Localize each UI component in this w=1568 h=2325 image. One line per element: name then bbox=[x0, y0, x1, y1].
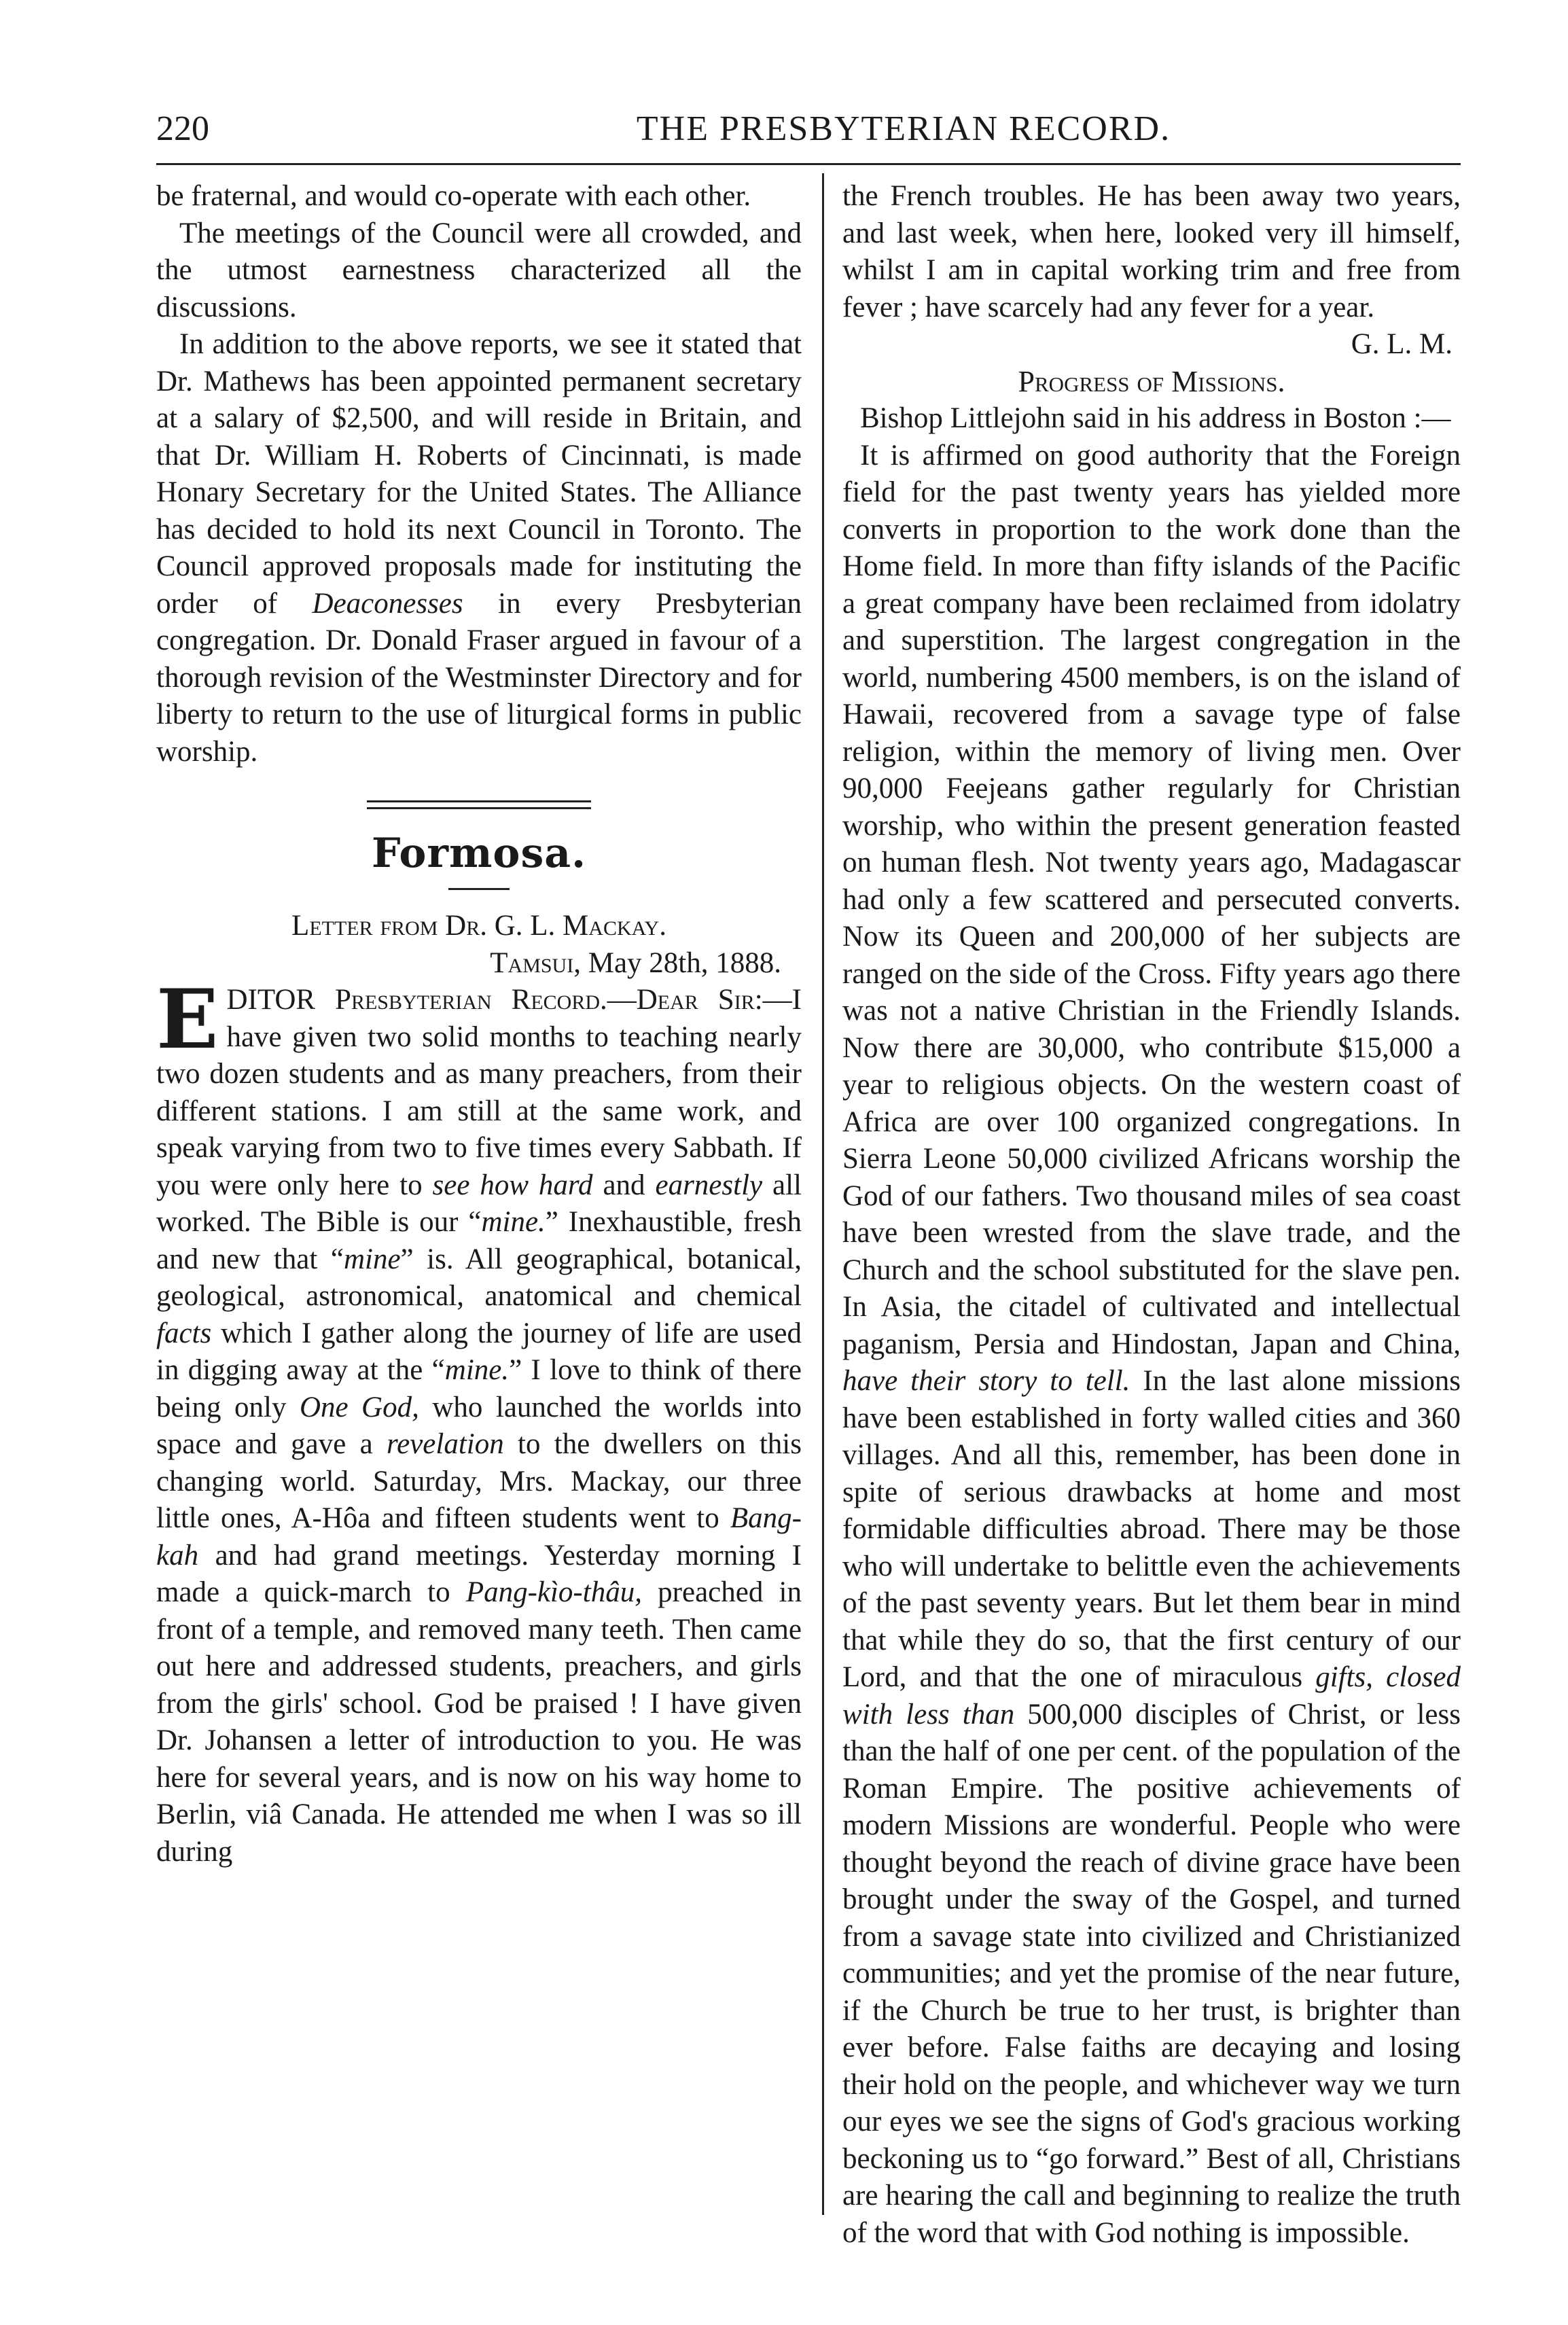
reports-text-italic: Deaconesses bbox=[312, 587, 463, 620]
letter-segment-italic: mine bbox=[343, 1243, 401, 1275]
right-column bbox=[842, 178, 1461, 2252]
missions-text-b: In the last alone missions have been established in forty walled cities and 360 villages. And all this, remember, has been done in spite of serious drawbacks at home and most formidable difficulties abroad. There may be those who will undertake to belittle even the achievements of the past seventy years. But let them bear in mind that while they do so, that the first century of our Lord, and that the one of miraculous bbox=[842, 1365, 1461, 1693]
letter-segment-italic: Bang-kah bbox=[156, 1502, 802, 1572]
section-title-formosa: Formosa. bbox=[372, 830, 586, 877]
missions-text-italic: gifts, closed with less than bbox=[842, 1661, 1461, 1731]
letter-segment: —I have given two solid months to teaching nearly two dozen students and as many preachers, from their different stations. I am still at the same work, and speak varying from two to five times every Sabbath. If you were only here to bbox=[156, 984, 802, 1201]
letter-segment: ” I love to think of there being only bbox=[156, 1354, 802, 1423]
paragraph-missions-body bbox=[842, 438, 1461, 2252]
paragraph-council-meetings: The meetings of the Council were all crowded, and the utmost earnestness characterized all the discussions. bbox=[156, 217, 802, 323]
letter-segment-italic: mine. bbox=[444, 1354, 510, 1386]
letter-body bbox=[156, 972, 802, 1870]
letter-signature: G. L. M. bbox=[1351, 328, 1453, 360]
letter-segment: ” is. All geographical, botanical, geological, astronomical, anatomical and chemical bbox=[156, 1243, 802, 1312]
letter-salutation: DITOR Presbyterian Record.—Dear Sir: bbox=[226, 984, 763, 1016]
letter-segment: which I gather along the journey of life are used in digging away at the “ bbox=[156, 1317, 802, 1386]
left-column bbox=[156, 178, 802, 1870]
page-number: 220 bbox=[156, 109, 209, 148]
reports-text-a: In addition to the above reports, we see it stated that Dr. Mathews has been appointed permanent secretary at a salary of $2,500, and will reside in Britain, and that Dr. William H. Roberts of Cincinnati, is made Honary Secretary for the United States. The Alliance has decided to hold its next Council in Toronto. The Council approved proposals made for instituting the order of bbox=[156, 328, 802, 620]
letter-segment-italic: mine. bbox=[481, 1206, 546, 1238]
letter-segment-italic: One God, bbox=[299, 1391, 419, 1423]
paragraph-fraternal: be fraternal, and would co-operate with each other. bbox=[156, 180, 751, 212]
dateline-place: Tamsui, bbox=[490, 946, 581, 979]
letter-continuation bbox=[842, 178, 1461, 326]
letter-segment-italic: see how hard bbox=[432, 1169, 593, 1201]
continuation-text: the French troubles. He has been away two years, and last week, when here, looked very ill himself, whilst I am in capital working trim and free from fever ; have scarcely had any fever for a year. bbox=[842, 180, 1461, 323]
dateline-date: May 28th, 1888. bbox=[580, 946, 781, 979]
missions-text-a: It is affirmed on good authority that the Foreign field for the past twenty years has yielded more converts in proportion to the work done than the Home field. In more than fifty islands of the Pacific a great company have been reclaimed from idolatry and superstition. The largest congregation in the world, numbering 4500 members, is on the island of Hawaii, recovered from a savage type of false religion, within the memory of living men. Over 90,000 Feejeans gather regularly for Christian worship, who within the present generation feasted on human flesh. Not twenty years ago, Madagascar had only a few scattered and persecuted converts. Now its Queen and 200,000 of her subjects are ranged on the side of the Cross. Fifty years ago there was not a native Christian in the Friendly Islands. Now there are 30,000, who contribute $15,000 a year to religious objects. On the western coast of Africa are over 100 organized congregations. In Sierra Leone 50,000 civilized Africans worship the God of our fathers. Two thousand miles of sea coast have been wrested from the slave trade, and the Church and the school substituted for the slave pen. In Asia, the citadel of cultivated and intellectual paganism, Persia and Hindostan, Japan and China, bbox=[842, 439, 1461, 1360]
header-rule bbox=[156, 163, 1461, 165]
letter-dateline bbox=[156, 945, 802, 982]
title-underline bbox=[448, 888, 510, 890]
missions-text-c: 500,000 disciples of Christ, or less than the half of one per cent. of the population of the Roman Empire. The positive achievements of modern Missions are wonderful. People who were thought beyond the reach of divine grace have been brought under the sway of the Gospel, and turned from a savage state into civilized and Christianized communities; and yet the promise of the near future, if the Church be true to her trust, is brighter than ever before. False faiths are decaying and losing their hold on the people, and whichever way we turn our eyes we see the signs of God's gracious working beckoning us to “go forward.” Best of all, Christians are hearing the call and beginning to realize the truth of the word that with God nothing is impossible. bbox=[842, 1698, 1461, 2249]
paragraph-additional-reports bbox=[156, 326, 802, 770]
running-title: THE PRESBYTERIAN RECORD. bbox=[636, 109, 1171, 148]
letter-segment: and had grand meetings. Yesterday morning I made a quick-march to bbox=[156, 1539, 802, 1608]
letter-segment-italic: revelation bbox=[387, 1428, 504, 1460]
column-divider bbox=[822, 173, 824, 2215]
letter-segment: ” Inexhaustible, fresh and new that “ bbox=[156, 1206, 802, 1275]
letter-segment: preached in front of a temple, and removed many teeth. Then came out here and addressed students, preachers, and girls from the girls' school. God be praised ! I have given Dr. Johansen a letter of introduction to you. He was here for several years, and is now on his way home to Berlin, viâ Canada. He attended me when I was so ill during bbox=[156, 1576, 802, 1868]
letter-segment: all worked. The Bible is our “ bbox=[156, 1169, 802, 1238]
letter-segment: and bbox=[592, 1169, 656, 1201]
letter-segment-italic: Pang-kìo-thâu, bbox=[465, 1576, 642, 1608]
section-divider bbox=[367, 800, 591, 809]
reports-text-b: in every Presbyterian congregation. Dr. Donald Fraser argued in favour of a thorough revision of the Westminster Directory and for liberty to return to the use of liturgical forms in public worship. bbox=[156, 587, 802, 768]
letter-segment-italic: facts bbox=[156, 1317, 212, 1349]
letter-segment: to the dwellers on this changing world. Saturday, Mrs. Mackay, our three little ones, A-Hôa and fifteen students went to bbox=[156, 1428, 802, 1534]
paragraph-bishop-intro: Bishop Littlejohn said in his address in Boston :— bbox=[860, 402, 1451, 434]
missions-text-italic: have their story to tell. bbox=[842, 1365, 1130, 1397]
letter-segment-italic: earnestly bbox=[655, 1169, 763, 1201]
page-header bbox=[156, 102, 1461, 163]
letter-segment: who launched the worlds into space and gave a bbox=[156, 1391, 802, 1460]
letter-attribution: Letter from Dr. G. L. Mackay. bbox=[291, 910, 666, 942]
drop-cap: E bbox=[156, 972, 219, 1067]
section-title-progress-of-missions: Progress of Missions. bbox=[1018, 364, 1285, 398]
